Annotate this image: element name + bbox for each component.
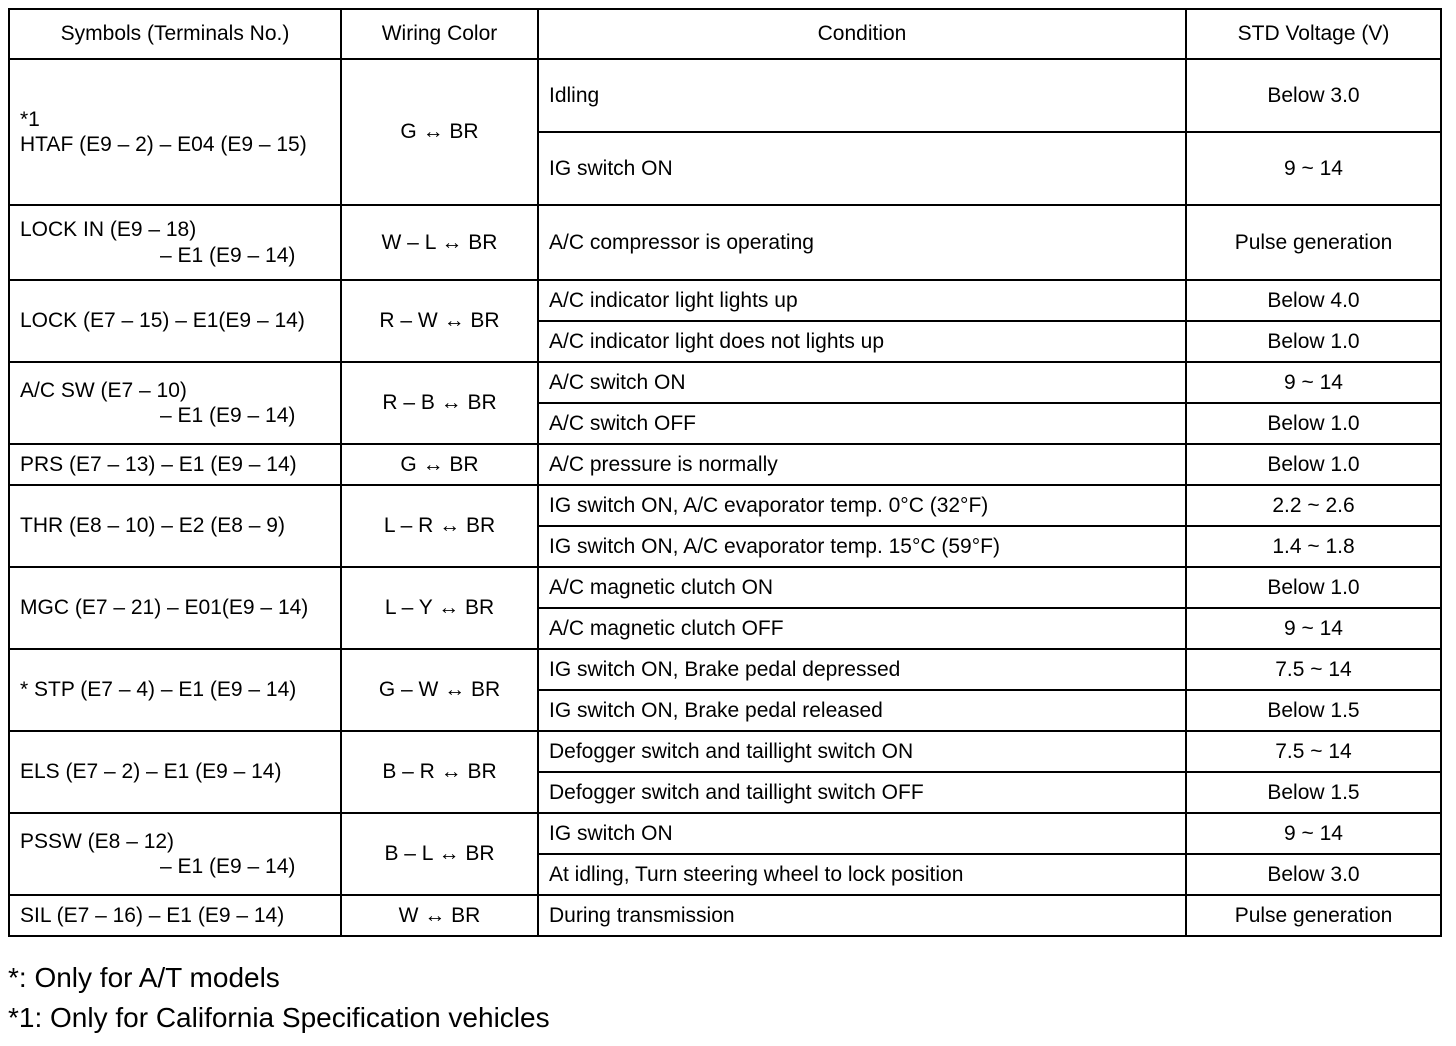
symbol-line: A/C SW (E7 – 10)	[20, 378, 187, 402]
header-wiring-color: Wiring Color	[341, 9, 538, 59]
symbol-cell	[9, 362, 341, 444]
voltage-spec-table	[8, 8, 1442, 937]
table-row	[9, 280, 1441, 321]
symbol-line: MGC (E7 – 21) – E01(E9 – 14)	[20, 596, 309, 620]
symbol-cell	[9, 895, 341, 936]
std-voltage-cell: 9 ~ 14	[1186, 362, 1441, 403]
table-header-row	[9, 9, 1441, 59]
condition-cell: A/C indicator light does not lights up	[538, 321, 1186, 362]
wiring-color-cell: G – W ↔ BR	[341, 649, 538, 731]
std-voltage-cell: Pulse generation	[1186, 895, 1441, 936]
std-voltage-cell: Below 1.0	[1186, 444, 1441, 485]
std-voltage-cell: 7.5 ~ 14	[1186, 731, 1441, 772]
symbol-line: PRS (E7 – 13) – E1 (E9 – 14)	[20, 452, 297, 476]
wiring-color-cell: R – B ↔ BR	[341, 362, 538, 444]
table-row	[9, 731, 1441, 772]
wiring-color-cell: W ↔ BR	[341, 895, 538, 936]
table-row	[9, 205, 1441, 280]
condition-cell: A/C magnetic clutch OFF	[538, 608, 1186, 649]
symbol-cell	[9, 731, 341, 813]
condition-cell: Defogger switch and taillight switch ON	[538, 731, 1186, 772]
symbol-cell	[9, 205, 341, 280]
symbol-line: *1	[20, 107, 40, 131]
std-voltage-cell: 1.4 ~ 1.8	[1186, 526, 1441, 567]
std-voltage-cell: 2.2 ~ 2.6	[1186, 485, 1441, 526]
symbol-line: THR (E8 – 10) – E2 (E8 – 9)	[20, 514, 285, 538]
wiring-color-cell: L – R ↔ BR	[341, 485, 538, 567]
std-voltage-cell: Below 1.5	[1186, 772, 1441, 813]
condition-cell: IG switch ON	[538, 813, 1186, 854]
wiring-color-cell: B – R ↔ BR	[341, 731, 538, 813]
header-symbols: Symbols (Terminals No.)	[9, 9, 341, 59]
condition-cell: At idling, Turn steering wheel to lock position	[538, 854, 1186, 895]
table-row	[9, 813, 1441, 854]
condition-cell: IG switch ON	[538, 132, 1186, 205]
table-row	[9, 567, 1441, 608]
std-voltage-cell: Below 1.0	[1186, 567, 1441, 608]
symbol-line: LOCK IN (E9 – 18)	[20, 218, 197, 242]
std-voltage-cell: Pulse generation	[1186, 205, 1441, 280]
footnotes	[8, 958, 550, 1038]
table-row	[9, 649, 1441, 690]
symbol-cell	[9, 444, 341, 485]
table-row	[9, 59, 1441, 132]
std-voltage-cell: 9 ~ 14	[1186, 813, 1441, 854]
std-voltage-cell: Below 1.0	[1186, 321, 1441, 362]
symbol-line: – E1 (E9 – 14)	[160, 243, 296, 267]
symbol-cell	[9, 485, 341, 567]
footnote-at-models: *: Only for A/T models	[8, 962, 280, 993]
symbol-line: HTAF (E9 – 2) – E04 (E9 – 15)	[20, 133, 307, 156]
symbol-line: LOCK (E7 – 15) – E1(E9 – 14)	[20, 309, 305, 333]
condition-cell: During transmission	[538, 895, 1186, 936]
wiring-color-cell: G ↔ BR	[341, 444, 538, 485]
condition-cell: A/C indicator light lights up	[538, 280, 1186, 321]
symbol-line: ELS (E7 – 2) – E1 (E9 – 14)	[20, 760, 282, 784]
symbol-cell	[9, 280, 341, 362]
wiring-color-cell: R – W ↔ BR	[341, 280, 538, 362]
wiring-color-cell: G ↔ BR	[341, 59, 538, 205]
symbol-line: – E1 (E9 – 14)	[160, 404, 296, 427]
table-body	[9, 59, 1441, 936]
symbol-line: PSSW (E8 – 12)	[20, 829, 175, 853]
condition-cell: A/C switch OFF	[538, 403, 1186, 444]
std-voltage-cell: 9 ~ 14	[1186, 132, 1441, 205]
table-row	[9, 362, 1441, 403]
symbol-line: * STP (E7 – 4) – E1 (E9 – 14)	[20, 678, 297, 702]
table-row	[9, 485, 1441, 526]
std-voltage-cell: 7.5 ~ 14	[1186, 649, 1441, 690]
condition-cell: A/C compressor is operating	[538, 205, 1186, 280]
footnote-california: *1: Only for California Specification vehicles	[8, 1002, 550, 1033]
std-voltage-cell: Below 3.0	[1186, 59, 1441, 132]
table-row	[9, 895, 1441, 936]
wiring-color-cell: L – Y ↔ BR	[341, 567, 538, 649]
table-row	[9, 444, 1441, 485]
symbol-line: – E1 (E9 – 14)	[160, 855, 296, 878]
condition-cell: Idling	[538, 59, 1186, 132]
symbol-cell	[9, 567, 341, 649]
wiring-color-cell: B – L ↔ BR	[341, 813, 538, 895]
condition-cell: A/C magnetic clutch ON	[538, 567, 1186, 608]
condition-cell: A/C pressure is normally	[538, 444, 1186, 485]
condition-cell: IG switch ON, Brake pedal depressed	[538, 649, 1186, 690]
std-voltage-cell: Below 1.5	[1186, 690, 1441, 731]
condition-cell: A/C switch ON	[538, 362, 1186, 403]
std-voltage-cell: 9 ~ 14	[1186, 608, 1441, 649]
condition-cell: IG switch ON, A/C evaporator temp. 15°C (59°F)	[538, 526, 1186, 567]
condition-cell: IG switch ON, Brake pedal released	[538, 690, 1186, 731]
header-condition: Condition	[538, 9, 1186, 59]
std-voltage-cell: Below 3.0	[1186, 854, 1441, 895]
condition-cell: Defogger switch and taillight switch OFF	[538, 772, 1186, 813]
wiring-color-cell: W – L ↔ BR	[341, 205, 538, 280]
std-voltage-cell: Below 4.0	[1186, 280, 1441, 321]
symbol-cell	[9, 59, 341, 205]
symbol-cell	[9, 649, 341, 731]
condition-cell: IG switch ON, A/C evaporator temp. 0°C (32°F)	[538, 485, 1186, 526]
header-std-voltage: STD Voltage (V)	[1186, 9, 1441, 59]
std-voltage-cell: Below 1.0	[1186, 403, 1441, 444]
symbol-line: SIL (E7 – 16) – E1 (E9 – 14)	[20, 903, 285, 927]
symbol-cell	[9, 813, 341, 895]
